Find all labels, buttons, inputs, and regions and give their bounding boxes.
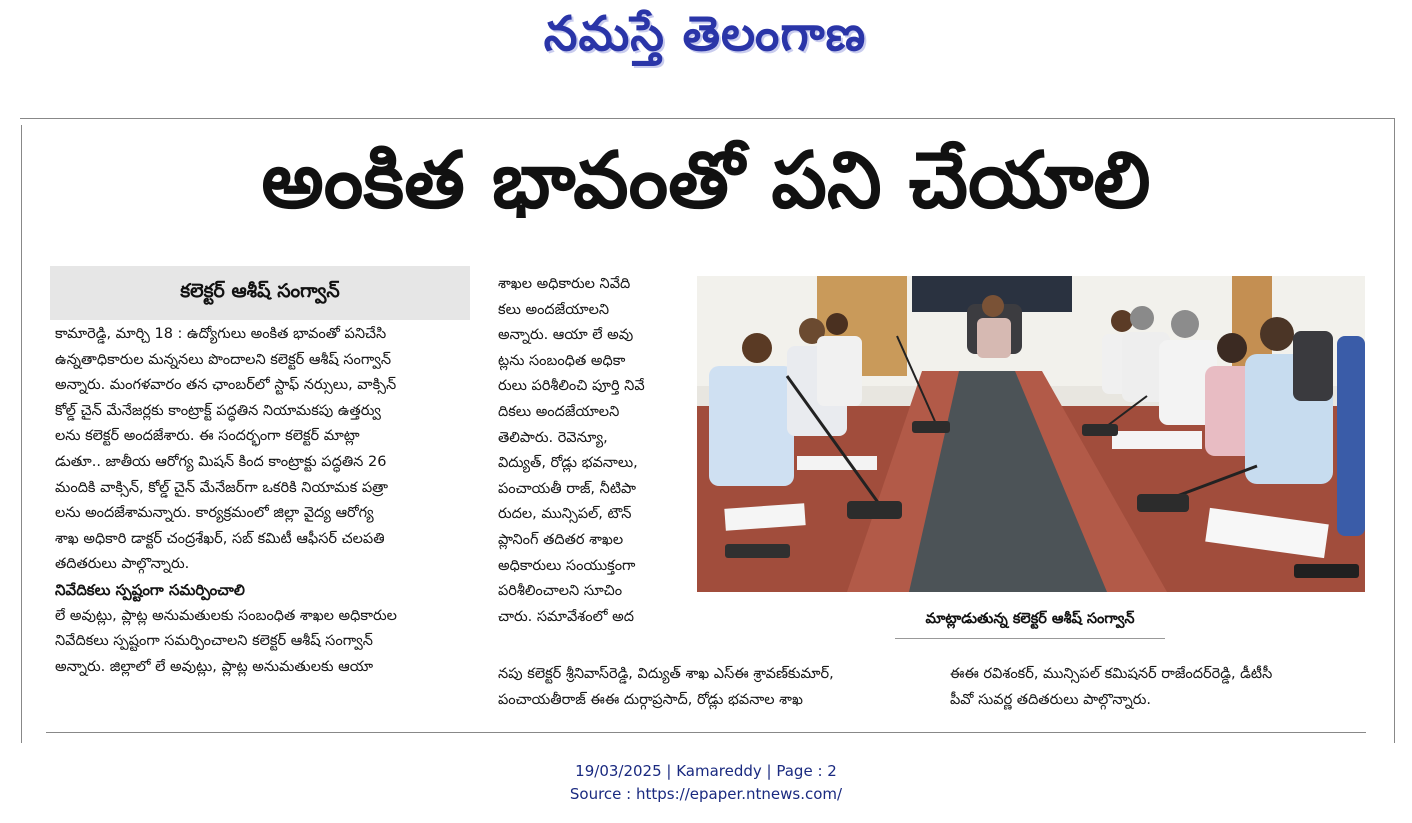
- headline: అంకిత భావంతో పని చేయాలి: [261, 135, 1151, 226]
- bottom-rule: [46, 732, 1366, 733]
- text-line: కలు అందజేయాలని: [498, 301, 610, 318]
- text-line: ట్లను సంబంధిత అధికా: [498, 352, 626, 369]
- text-line: మందికి వాక్సిన్, కోల్డ్ చైన్ మేనేజర్‌గా ఒకరికి నియామక పత్రా: [55, 479, 388, 496]
- kicker: కలెక్టర్ ఆశీష్ సంగ్వాన్: [50, 266, 470, 320]
- text-line: డుతూ.. జాతీయ ఆరోగ్య మిషన్ కింద కాంట్రాక్టు పద్ధతిన 26: [55, 453, 387, 470]
- text-line: పరిశీలించాలని సూచిం: [498, 583, 623, 600]
- top-rule: [20, 118, 1395, 119]
- right-rule: [1394, 118, 1395, 743]
- text-line: లను అందజేశామన్నారు. కార్యక్రమంలో జిల్లా వైద్య ఆరోగ్య: [55, 505, 374, 522]
- text-line: కోల్డ్ చైన్ మేనేజర్లకు కాంట్రాక్ట్ పద్ధతిన నియామకపు ఉత్తర్వు: [55, 402, 381, 419]
- text-line: తెలిపారు. రెవెన్యూ,: [498, 429, 608, 446]
- article-column-2: [498, 272, 678, 630]
- left-rule: [21, 125, 22, 743]
- text-line: పంచాయతీరాజ్ ఈఈ దుర్గాప్రసాద్, రోడ్లు భవనాల శాఖ: [498, 691, 803, 708]
- text-line: ప్లానింగ్ తదితర శాఖల: [498, 531, 624, 548]
- text-line: దికలు అందజేయాలని: [498, 403, 620, 420]
- text-line: అన్నారు. ఆయా లే అవు: [498, 327, 634, 344]
- article-bottom-left: [498, 662, 923, 713]
- text-line: పీవో సువర్ణ తదితరులు పాల్గొన్నారు.: [950, 691, 1152, 708]
- photo-caption: మాట్లాడుతున్న కలెక్టర్ ఆశీష్ సంగ్వాన్: [895, 604, 1165, 639]
- text-line: పంచాయతీ రాజ్, నీటిపా: [498, 480, 636, 497]
- text-line: శాఖ అధికారి డాక్టర్ చంద్రశేఖర్, సబ్ కమిటీ ఆఫీసర్ చలపతి: [55, 530, 385, 547]
- text-line: లను కలెక్టర్ అందజేశారు. ఈ సందర్భంగా కలెక్టర్ మాట్లా: [55, 428, 360, 445]
- meeting-photo-illustration: [697, 276, 1365, 592]
- text-line: నివేదికలు స్పష్టంగా సమర్పించాలని కలెక్టర్ ఆశీష్ సంగ్వాన్: [55, 633, 373, 650]
- text-line: కామారెడ్డి, మార్చి 18 : ఉద్యోగులు అంకిత భావంతో పనిచేసి: [55, 326, 387, 342]
- text-line: లే అవుట్లు, ప్లాట్ల అనుమతులకు సంబంధిత శాఖల అధికారుల: [55, 607, 397, 624]
- text-line: నపు కలెక్టర్ శ్రీనివాస్‌రెడ్డి, విద్యుత్ శాఖ ఎస్‌ఈ శ్రావణ్‌కుమార్,: [498, 666, 834, 682]
- newspaper-masthead: నమస్తే తెలంగాణ: [543, 6, 867, 62]
- text-line: శాఖల అధికారుల నివేది: [498, 276, 631, 292]
- text-line: తదితరులు పాల్గొన్నారు.: [55, 556, 190, 573]
- footer-dateline: 19/03/2025 | Kamareddy | Page : 2: [575, 762, 837, 780]
- text-line: చారు. సమావేశంలో అద: [498, 608, 635, 625]
- text-line: రుదల, మున్సిపల్, టౌన్: [498, 506, 632, 523]
- article-bottom-right: [950, 662, 1365, 713]
- text-line: రులు పరిశీలించి పూర్తి నివే: [498, 378, 645, 395]
- article-column-1: [55, 322, 470, 680]
- text-line: ఉన్నతాధికారుల మన్ననలు పొందాలని కలెక్టర్ ఆశీష్ సంగ్వాన్: [55, 351, 392, 368]
- text-line: ఈఈ రవిశంకర్, మున్సిపల్ కమిషనర్ రాజేందర్‌రెడ్డి, డీటీసీ: [950, 666, 1273, 682]
- subheading: నివేదికలు స్పష్టంగా సమర్పించాలి: [55, 580, 245, 599]
- text-line: విద్యుత్, రోడ్లు భవనాలు,: [498, 455, 638, 472]
- text-line: అధికారులు సంయుక్తంగా: [498, 557, 636, 574]
- text-line: అన్నారు. జిల్లాలో లే అవుట్లు, ప్లాట్ల అనుమతులకు ఆయా: [55, 658, 374, 675]
- meeting-photo: [697, 276, 1365, 592]
- footer-source: Source : https://epaper.ntnews.com/: [569, 785, 843, 803]
- text-line: అన్నారు. మంగళవారం తన ఛాంబర్‌లో స్టాఫ్ నర్సులు, వాక్సిన్: [55, 377, 397, 394]
